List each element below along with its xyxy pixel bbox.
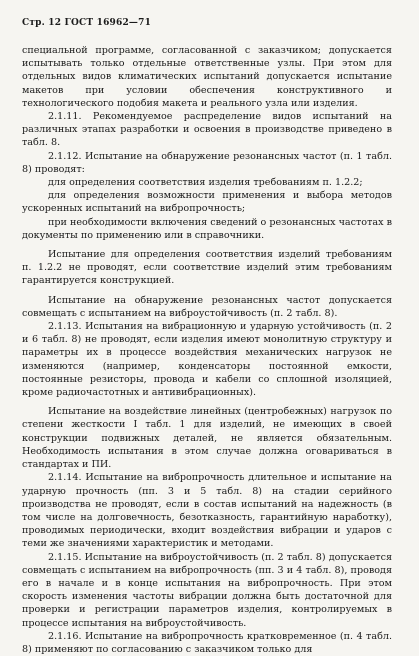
paragraph: Испытание для определения соответствия изделий требованиям п. 1.2.2 не проводят, если соответствие изделий этим требованиям гарантируется конструкцией. xyxy=(22,249,392,287)
document-body xyxy=(22,44,392,656)
paragraph: Испытание на воздействие линейных (центробежных) нагрузок по степени жесткости I табл. 1 для изделий, не имеющих в своей конструкции подвижных деталей, не является обязательным. Необходимость испытания в этом случае должна оговариваться в стандартах и ПИ. xyxy=(22,406,392,471)
paragraph: 2.1.12. Испытание на обнаружение резонансных частот (п. 1 табл. 8) проводят: xyxy=(22,150,392,175)
paragraph: 2.1.14. Испытание на вибропрочность длительное и испытание на ударную прочность (пп. 3 и 5 табл. 8) на стадии серийного производства не проводят, если в состав испытаний на надежность (в том числе на долговечность, безотказность, гарантийную наработку), проводимых периодически, входит воздействия вибрации и ударов с теми же значениями характеристик и методами. xyxy=(22,472,392,550)
paragraph: при необходимости включения сведений о резонансных частотах в документы по применению или в справочники. xyxy=(22,216,392,241)
paragraph: 2.1.13. Испытания на вибрационную и ударную устойчивость (п. 2 и 6 табл. 8) не проводят, если изделия имеют монолитную структуру и параметры их в процессе воздействия механических нагрузок не изменяются (например, конденсаторы постоянной емкости, постоянные резисторы, провода и кабели со сплошной изоляцией, кроме радиочастотных и антивибрационных). xyxy=(22,321,392,399)
paragraph: 2.1.16. Испытание на вибропрочность кратковременное (п. 4 табл. 8) применяют по согласованию с заказчиком только для xyxy=(22,630,392,655)
page-header: Стр. 12 ГОСТ 16962—71 xyxy=(22,18,152,28)
paragraph: для определения соответствия изделия требованиям п. 1.2.2; xyxy=(48,177,363,189)
paragraph: 2.1.11. Рекомендуемое распределение видов испытаний на различных этапах разработки и освоения в производстве приведено в табл. 8. xyxy=(22,111,392,149)
paragraph: специальной программе, согласованной с заказчиком; допускается испытывать только отдельные ответственные узлы. При этом для отдельных видов климатических испытаний допускается испытание макетов при условии обеспечения конструктивного и технологического подобия макета и реального узла или изделия. xyxy=(22,45,392,109)
paragraph: 2.1.15. Испытание на виброустойчивость (п. 2 табл. 8) допускается совмещать с испытанием на вибропрочность (пп. 3 и 4 табл. 8), проводя его в начале и в конце испытания на вибропрочность. При этом скорость изменения частоты вибрации должна быть достаточной для проверки и регистрации параметров изделия, контролируемых в процессе испытания на виброустойчивость. xyxy=(22,551,392,629)
paragraph: Испытание на обнаружение резонансных частот допускается совмещать с испытанием на виброустойчивость (п. 2 табл. 8). xyxy=(22,294,392,319)
paragraph: для определения возможности применения и выбора методов ускоренных испытаний на вибропрочность; xyxy=(22,190,392,215)
